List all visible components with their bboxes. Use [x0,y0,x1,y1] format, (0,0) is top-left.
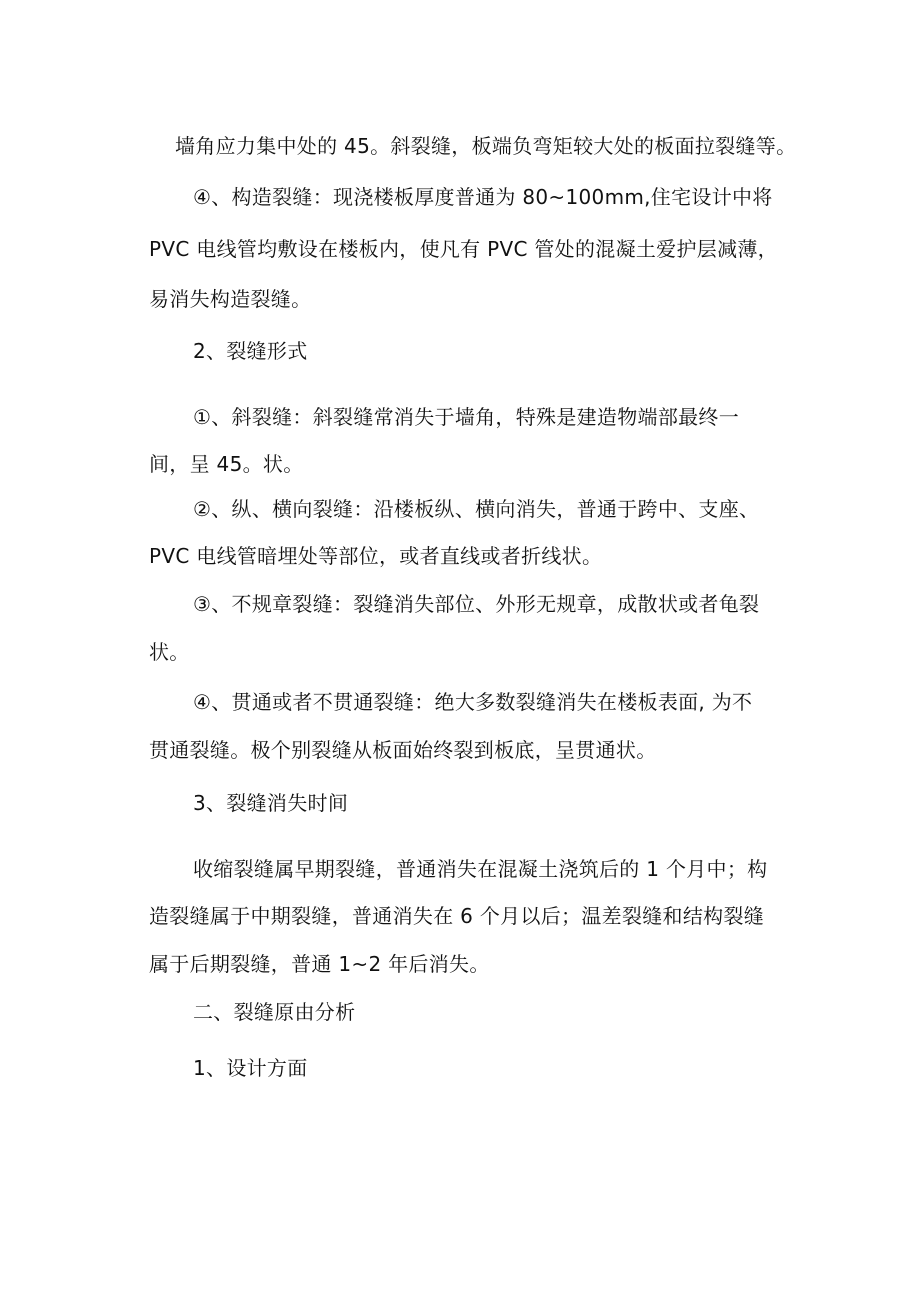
text-line: ③、不规章裂缝：裂缝消失部位、外形无规章，成散状或者龟裂 [193,592,760,616]
text-line: PVC 电线管均敷设在楼板内，使凡有 PVC 管处的混凝土爱护层减薄， [149,237,778,261]
text-line: ④、构造裂缝：现浇楼板厚度普通为 80~100mm,住宅设计中将 [193,185,773,209]
section-heading: 3、裂缝消失时间 [193,791,349,815]
text-line: ④、贯通或者不贯通裂缝：绝大多数裂缝消失在楼板表面, 为不 [193,690,753,714]
text-line: 属于后期裂缝，普通 1~2 年后消失。 [149,952,490,976]
text-line: ②、纵、横向裂缝：沿楼板纵、横向消失，普通于跨中、支座、 [193,497,760,521]
section-heading: 二、裂缝原由分析 [193,1000,356,1024]
text-line: 贯通裂缝。极个别裂缝从板面始终裂到板底，呈贯通状。 [149,738,657,762]
text-line: 墙角应力集中处的 45。斜裂缝，板端负弯矩较大处的板面拉裂缝等。 [175,134,797,158]
text-line: PVC 电线管暗埋处等部位，或者直线或者折线状。 [149,544,603,568]
section-heading: 2、裂缝形式 [193,339,308,363]
text-line: 状。 [149,640,190,664]
text-line: 收缩裂缝属早期裂缝，普通消失在混凝土浇筑后的 1 个月中；构 [193,857,768,881]
section-heading: 1、设计方面 [193,1056,308,1080]
text-line: ①、斜裂缝：斜裂缝常消失于墙角，特殊是建造物端部最终一 [193,405,740,429]
text-line: 间，呈 45。状。 [149,452,304,476]
text-line: 造裂缝属于中期裂缝，普通消失在 6 个月以后；温差裂缝和结构裂缝 [149,904,765,928]
text-line: 易消失构造裂缝。 [149,287,312,311]
